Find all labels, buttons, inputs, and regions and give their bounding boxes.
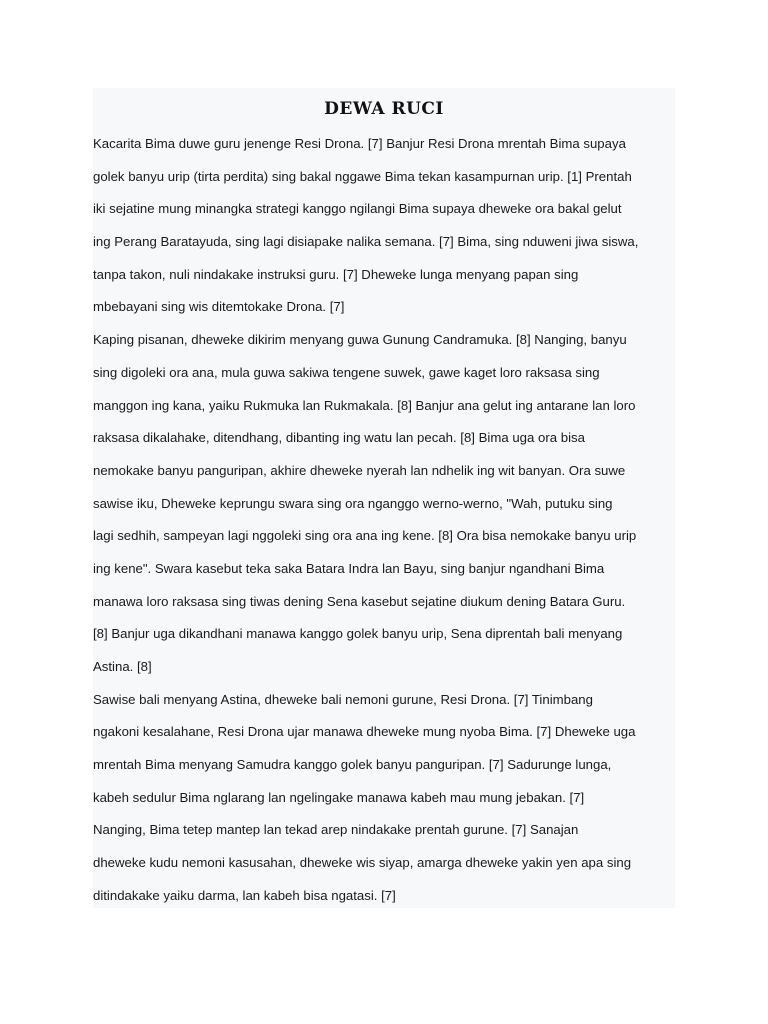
text-line: golek banyu urip (tirta perdita) sing bakal nggawe Bima tekan kasampurnan urip. [1] Prentah (93, 168, 632, 184)
document-body (93, 128, 675, 913)
text-line: iki sejatine mung minangka strategi kanggo ngilangi Bima supaya dheweke ora bakal gelut (93, 201, 622, 217)
text-line: sing digoleki ora ana, mula guwa sakiwa tengene suwek, gawe kaget loro raksasa sing (93, 364, 600, 380)
text-line: tanpa takon, nuli nindakake instruksi guru. [7] Dheweke lunga menyang papan sing (93, 266, 579, 282)
text-line: Kacarita Bima duwe guru jenenge Resi Drona. [7] Banjur Resi Drona mrentah Bima supaya (93, 136, 626, 151)
text-line: sawise iku, Dheweke keprungu swara sing ora nganggo werno-werno, "Wah, putuku sing (93, 495, 613, 511)
text-line: Sawise bali menyang Astina, dheweke bali nemoni gurune, Resi Drona. [7] Tinimbang (93, 691, 593, 707)
text-line: manggon ing kana, yaiku Rukmuka lan Rukmakala. [8] Banjur ana gelut ing antarane lan loro (93, 397, 636, 413)
text-line: [8] Banjur uga dikandhani manawa kanggo golek banyu urip, Sena diprentah bali menyang (93, 626, 623, 642)
text-line: lagi sedhih, sampeyan lagi nggoleki sing ora ana ing kene. [8] Ora bisa nemokake banyu urip (93, 528, 637, 544)
text-line: mrentah Bima menyang Samudra kanggo golek banyu panguripan. [7] Sadurunge lunga, (93, 757, 612, 773)
document-title: DEWA RUCI (324, 99, 444, 119)
text-line: ing Perang Baratayuda, sing lagi disiapake nalika semana. [7] Bima, sing nduweni jiwa siswa, (93, 234, 639, 250)
text-line: dheweke kudu nemoni kasusahan, dheweke wis siyap, amarga dheweke yakin yen apa sing (93, 855, 632, 871)
text-line: Nanging, Bima tetep mantep lan tekad arep nindakake prentah gurune. [7] Sanajan (93, 822, 579, 838)
text-line: Astina. [8] (93, 659, 152, 674)
text-line: mbebayani sing wis ditemtokake Drona. [7] (93, 299, 345, 315)
text-line: ing kene". Swara kasebut teka saka Batara Indra lan Bayu, sing banjur ngandhani Bima (93, 560, 605, 576)
text-line: ditindakake yaiku darma, lan kabeh bisa ngatasi. [7] (93, 887, 396, 903)
text-line: kabeh sedulur Bima nglarang lan ngelingake manawa kabeh mau mung jebakan. [7] (93, 789, 585, 805)
text-line: ngakoni kesalahane, Resi Drona ujar manawa dheweke mung nyoba Bima. [7] Dheweke uga (93, 724, 636, 740)
text-line: nemokake banyu panguripan, akhire dheweke nyerah lan ndhelik ing wit banyan. Ora suwe (93, 462, 626, 478)
text-line: raksasa dikalahake, ditendhang, dibanting ing watu lan pecah. [8] Bima uga ora bisa (93, 430, 585, 446)
text-line: Kaping pisanan, dheweke dikirim menyang guwa Gunung Candramuka. [8] Nanging, banyu (93, 332, 627, 348)
document-text-block (93, 88, 675, 908)
text-line: manawa loro raksasa sing tiwas dening Sena kasebut sejatine diukum dening Batara Guru. (93, 593, 626, 609)
